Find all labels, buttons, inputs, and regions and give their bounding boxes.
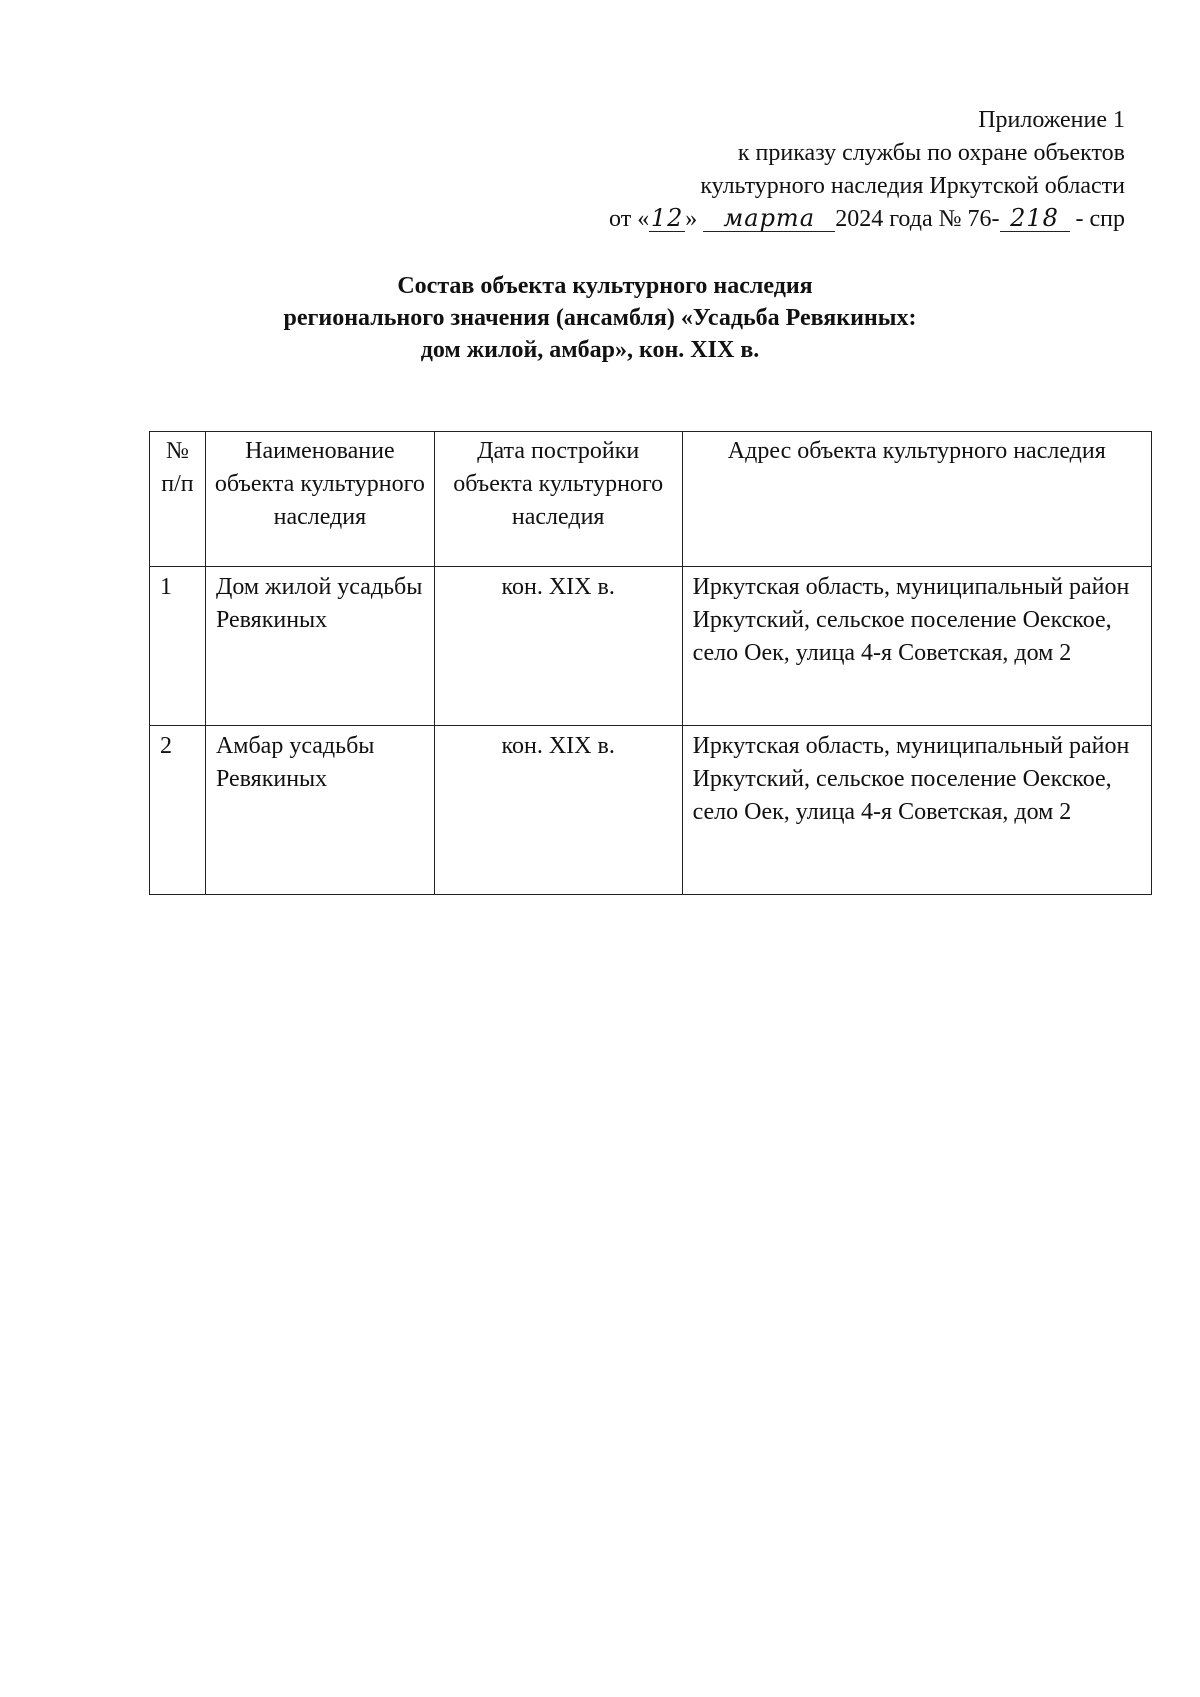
title-line-1: Состав объекта культурного наследия — [397, 273, 813, 299]
date-quote-close: » — [685, 206, 698, 232]
appendix-header — [609, 104, 1125, 236]
header-address: Адрес объекта культурного наследия — [682, 432, 1151, 567]
table-row — [150, 726, 1152, 895]
appendix-order-line: к приказу службы по охране объектов — [737, 140, 1125, 166]
handwritten-day: 12 — [650, 204, 684, 232]
appendix-service-line: культурного наследия Иркутской области — [700, 173, 1125, 199]
row-address: Иркутская область, муниципальный район Иркутский, сельское поселение Оекское, село Оек, улица 4-я Советская, дом 2 — [682, 726, 1151, 895]
row-date: кон. XIX в. — [434, 567, 682, 726]
row-address: Иркутская область, муниципальный район Иркутский, сельское поселение Оекское, село Оек, улица 4-я Советская, дом 2 — [682, 567, 1151, 726]
header-name: Наименование объекта культурного наследия — [205, 432, 434, 567]
appendix-label: Приложение 1 — [978, 107, 1125, 133]
row-name: Амбар усадьбы Ревякиных — [205, 726, 434, 895]
appendix-date-line — [609, 203, 1125, 236]
row-date: кон. XIX в. — [434, 726, 682, 895]
order-suffix: - спр — [1069, 206, 1125, 232]
title-line-3: дом жилой, амбар», кон. XIX в. — [420, 337, 760, 363]
document-title — [150, 270, 1150, 366]
title-line-2: регионального значения (ансамбля) «Усадьба Ревякиных: — [283, 305, 917, 331]
year-and-number-text: 2024 года № 76- — [835, 206, 1000, 232]
row-num: 1 — [150, 567, 206, 726]
header-date: Дата постройки объекта культурного наследия — [434, 432, 682, 567]
row-num: 2 — [150, 726, 206, 895]
date-prefix: от « — [609, 206, 650, 232]
header-num: № п/п — [150, 432, 206, 567]
handwritten-month: марта — [703, 205, 835, 232]
table-row — [150, 567, 1152, 726]
row-name: Дом жилой усадьбы Ревякиных — [205, 567, 434, 726]
table-header-row — [150, 432, 1152, 567]
handwritten-order-number: 218 — [1000, 205, 1070, 232]
heritage-objects-table — [149, 431, 1152, 895]
